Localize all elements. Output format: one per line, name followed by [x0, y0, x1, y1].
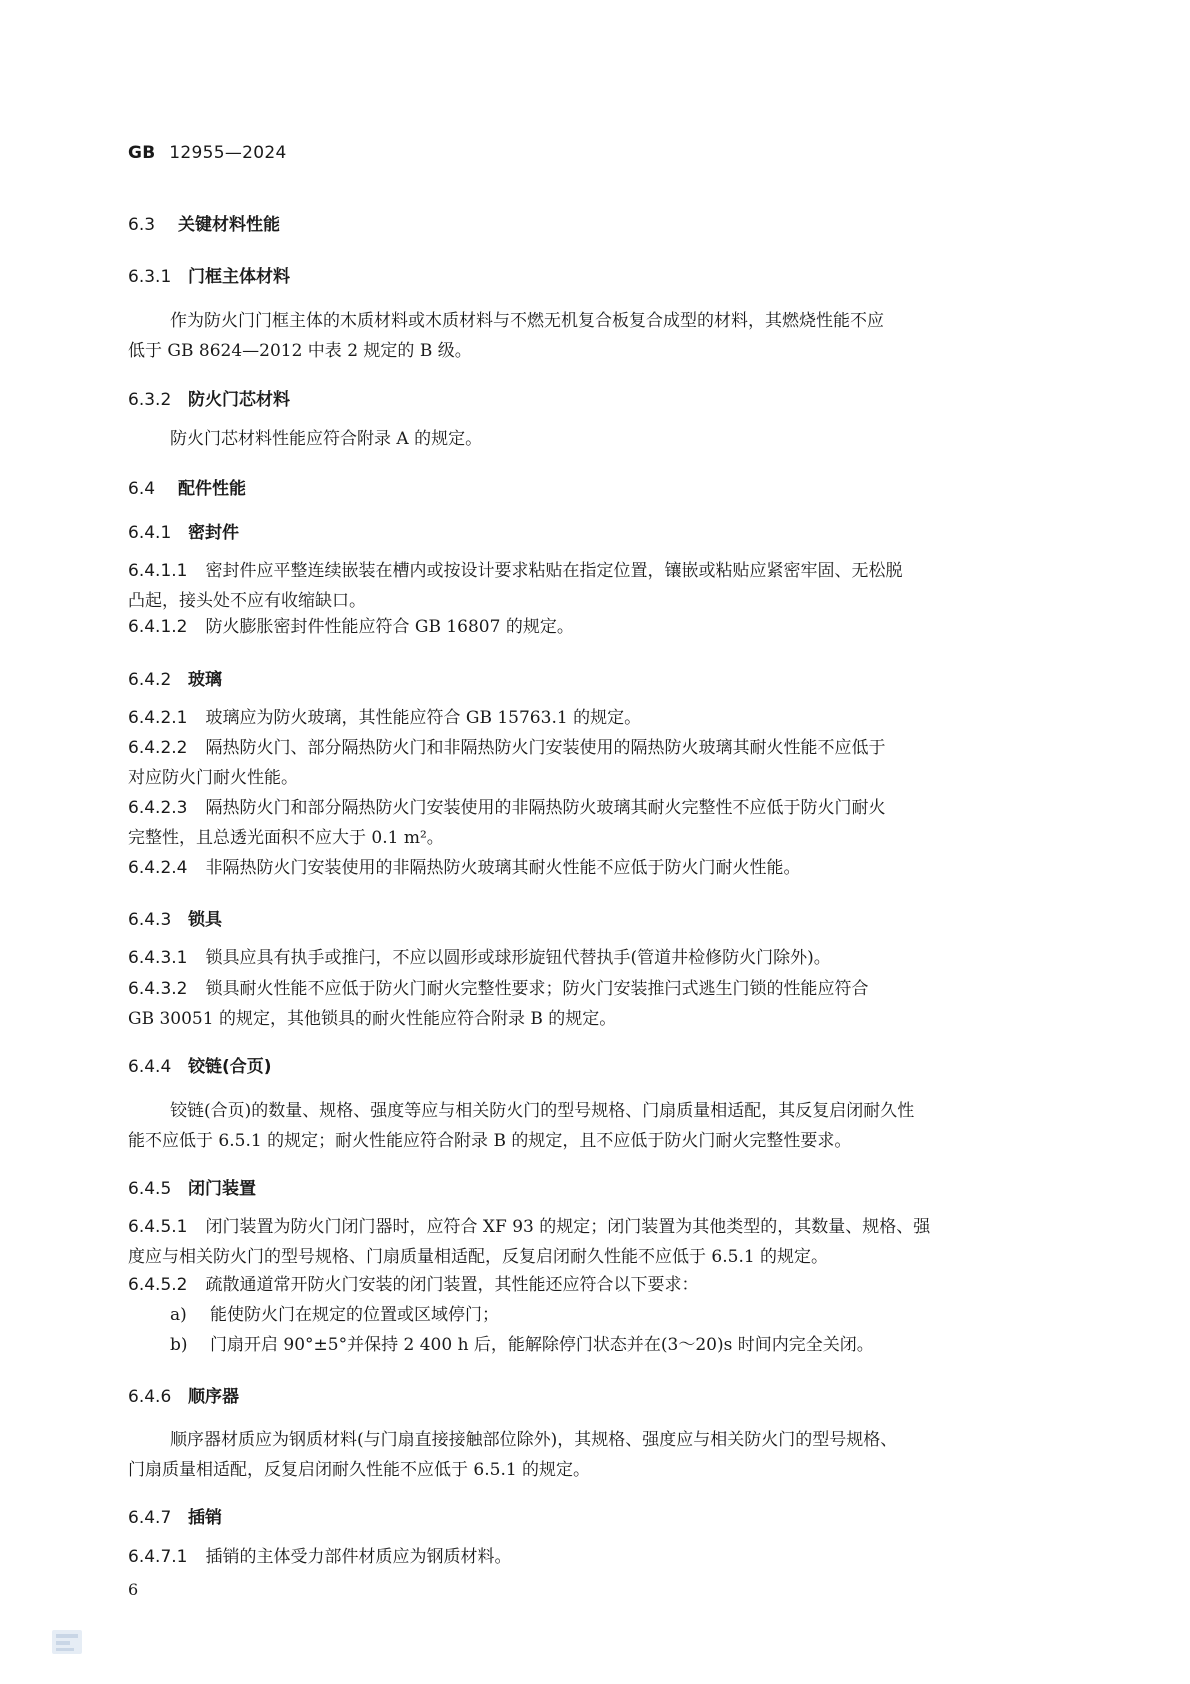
section-heading-6-4-1: 6.4.1 密封件	[128, 523, 239, 543]
section-heading-6-4-5: 6.4.5 闭门装置	[128, 1179, 256, 1199]
paragraph-6-3-1: 作为防火门门框主体的木质材料或木质材料与不燃无机复合板复合成型的材料，其燃烧性能不应 低于 GB 8624—2012 中表 2 规定的 B 级。	[128, 311, 884, 361]
clause-6-4-2-2: 6.4.2.2 隔热防火门、部分隔热防火门和非隔热防火门安装使用的隔热防火玻璃其耐火性能不应低于 对应防火门耐火性能。	[128, 738, 886, 788]
clause-6-4-2-1: 6.4.2.1 玻璃应为防火玻璃，其性能应符合 GB 15763.1 的规定。	[128, 708, 642, 728]
list-item-a: a) 能使防火门在规定的位置或区域停门；	[170, 1305, 499, 1325]
standard-header	[128, 143, 287, 163]
clause-6-4-3-2: 6.4.3.2 锁具耐火性能不应低于防火门耐火完整性要求；防火门安装推闩式逃生门锁的性能应符合 GB 30051 的规定，其他锁具的耐火性能应符合附录 B 的规定。	[128, 979, 869, 1029]
clause-6-4-2-4: 6.4.2.4 非隔热防火门安装使用的非隔热防火玻璃其耐火性能不应低于防火门耐火性能。	[128, 858, 801, 878]
paragraph-6-4-4: 铰链(合页)的数量、规格、强度等应与相关防火门的型号规格、门扇质量相适配，其反复启闭耐久性 能不应低于 6.5.1 的规定；耐火性能应符合附录 B 的规定，且不应低于防火门耐火完整性要求。	[128, 1101, 915, 1151]
paragraph-6-4-6: 顺序器材质应为钢质材料(与门扇直接接触部位除外)，其规格、强度应与相关防火门的型号规格、 门扇质量相适配，反复启闭耐久性能不应低于 6.5.1 的规定。	[128, 1430, 898, 1480]
section-heading-6-4-2: 6.4.2 玻璃	[128, 670, 222, 690]
section-heading-6-4-7: 6.4.7 插销	[128, 1508, 222, 1528]
clause-6-4-2-3: 6.4.2.3 隔热防火门和部分隔热防火门安装使用的非隔热防火玻璃其耐火完整性不应低于防火门耐火 完整性，且总透光面积不应大于 0.1 m²。	[128, 798, 886, 848]
paragraph-6-3-2: 防火门芯材料性能应符合附录 A 的规定。	[170, 429, 483, 449]
list-item-b: b) 门扇开启 90°±5°并保持 2 400 h 后，能解除停门状态并在(3～20)s 时间内完全关闭。	[170, 1335, 874, 1355]
page-number: 6	[128, 1580, 139, 1599]
clause-6-4-7-1: 6.4.7.1 插销的主体受力部件材质应为钢质材料。	[128, 1547, 512, 1567]
standard-prefix: GB	[128, 143, 156, 163]
clause-6-4-5-2: 6.4.5.2 疏散通道常开防火门安装的闭门装置，其性能还应符合以下要求：	[128, 1275, 699, 1295]
section-heading-6-3: 6.3 关键材料性能	[128, 215, 280, 235]
section-heading-6-3-1: 6.3.1 门框主体材料	[128, 267, 290, 287]
standard-number: 12955—2024	[169, 143, 287, 163]
section-heading-6-4-6: 6.4.6 顺序器	[128, 1387, 239, 1407]
section-heading-6-3-2: 6.3.2 防火门芯材料	[128, 390, 290, 410]
watermark-logo-icon	[52, 1628, 82, 1656]
clause-6-4-3-1: 6.4.3.1 锁具应具有执手或推闩，不应以圆形或球形旋钮代替执手(管道井检修防火门除外)。	[128, 948, 831, 968]
clause-6-4-5-1: 6.4.5.1 闭门装置为防火门闭门器时，应符合 XF 93 的规定；闭门装置为其他类型的，其数量、规格、强 度应与相关防火门的型号规格、门扇质量相适配，反复启闭耐久性能不应低于 6.5.1 的规定。	[128, 1217, 931, 1267]
section-heading-6-4: 6.4 配件性能	[128, 479, 246, 499]
section-heading-6-4-4: 6.4.4 铰链(合页)	[128, 1057, 272, 1077]
section-heading-6-4-3: 6.4.3 锁具	[128, 910, 222, 930]
clause-6-4-1-1: 6.4.1.1 密封件应平整连续嵌装在槽内或按设计要求粘贴在指定位置，镶嵌或粘贴应紧密牢固、无松脱 凸起，接头处不应有收缩缺口。	[128, 561, 903, 611]
clause-6-4-1-2: 6.4.1.2 防火膨胀密封件性能应符合 GB 16807 的规定。	[128, 617, 574, 637]
